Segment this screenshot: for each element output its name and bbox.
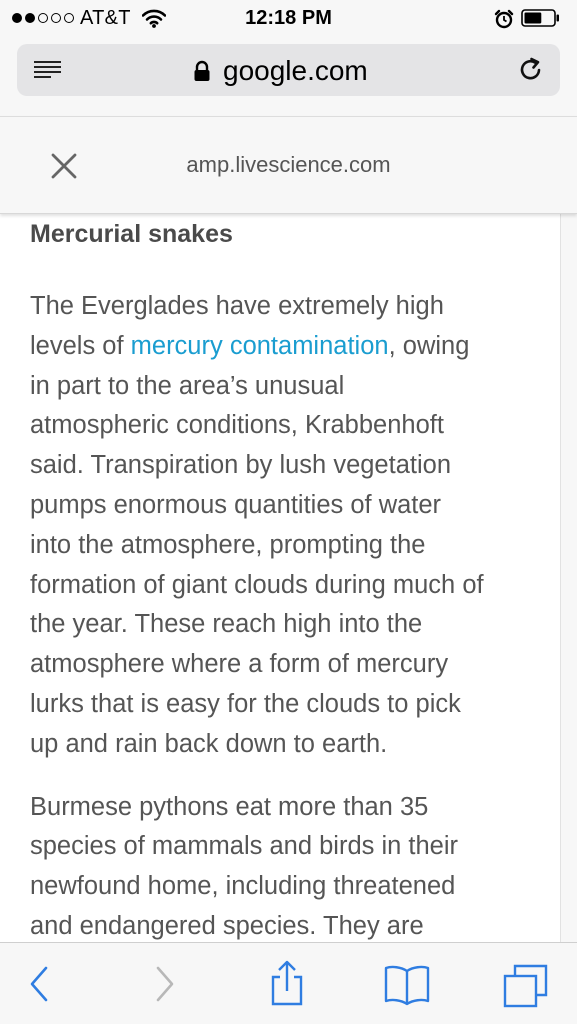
back-icon[interactable] (27, 964, 51, 1009)
address-bar[interactable] (17, 44, 560, 96)
paragraph-line (30, 327, 545, 367)
status-bar (0, 0, 577, 38)
section-heading: Mercurial snakes (30, 220, 233, 248)
article-viewport[interactable] (0, 212, 577, 942)
paragraph-line (30, 406, 545, 446)
line-text: pumps enormous quantities of water (30, 490, 442, 519)
line-text: atmospheric conditions, Krabbenhoft (30, 411, 444, 440)
article-body (30, 219, 545, 942)
reload-icon[interactable] (518, 57, 544, 88)
status-time: 12:18 PM (245, 7, 332, 29)
line-text: lurks that is easy for the clouds to pick (30, 689, 461, 718)
paragraph-pythons (30, 788, 545, 942)
carrier-label: AT&T (80, 7, 131, 29)
paragraph-line: newfound home, including threatened (30, 872, 456, 901)
line-text: into the atmosphere, prompting the (30, 530, 426, 559)
paragraph-line (30, 367, 545, 407)
paragraph-line (30, 685, 545, 725)
battery-icon (521, 9, 561, 27)
line-text: atmosphere where a form of mercury (30, 650, 449, 679)
paragraph-line: species of mammals and birds in their (30, 832, 459, 861)
reader-icon[interactable] (34, 59, 62, 86)
line-text: up and rain back down to earth. (30, 729, 388, 758)
paragraph-line: and endangered species. They are (30, 911, 424, 940)
paragraph-line (30, 645, 545, 685)
bottom-toolbar (0, 942, 577, 1024)
line-text: in part to the area’s unusual (30, 371, 345, 400)
line-text: formation of giant clouds during much of (30, 570, 484, 599)
line-text: levels of (30, 331, 131, 360)
paragraph-line (30, 287, 545, 327)
paragraph-line (30, 486, 545, 526)
line-text: , owing (388, 331, 470, 360)
mercury-contamination-link[interactable]: mercury contamination (130, 331, 389, 360)
paragraph-line (30, 605, 545, 645)
tabs-icon[interactable] (503, 964, 549, 1013)
paragraph-line (30, 526, 545, 566)
paragraph-mercury (30, 287, 545, 765)
article-card (0, 212, 561, 942)
line-text: the year. These reach high into the (30, 610, 423, 639)
paragraph-line (30, 725, 545, 765)
share-icon[interactable] (268, 960, 306, 1011)
paragraph-line: Burmese pythons eat more than 35 (30, 792, 429, 821)
amp-domain: amp.livescience.com (186, 152, 391, 177)
line-text: said. Transpiration by lush vegetation (30, 451, 451, 480)
bookmarks-icon[interactable] (383, 964, 431, 1011)
paragraph-line (30, 566, 545, 606)
url-text[interactable]: google.com (223, 55, 368, 86)
amp-header (0, 116, 577, 214)
lock-icon (193, 60, 211, 87)
forward-icon[interactable] (153, 964, 177, 1009)
line-text: The Everglades have extremely high (30, 292, 444, 320)
paragraph-line (30, 446, 545, 486)
alarm-icon (494, 9, 514, 35)
